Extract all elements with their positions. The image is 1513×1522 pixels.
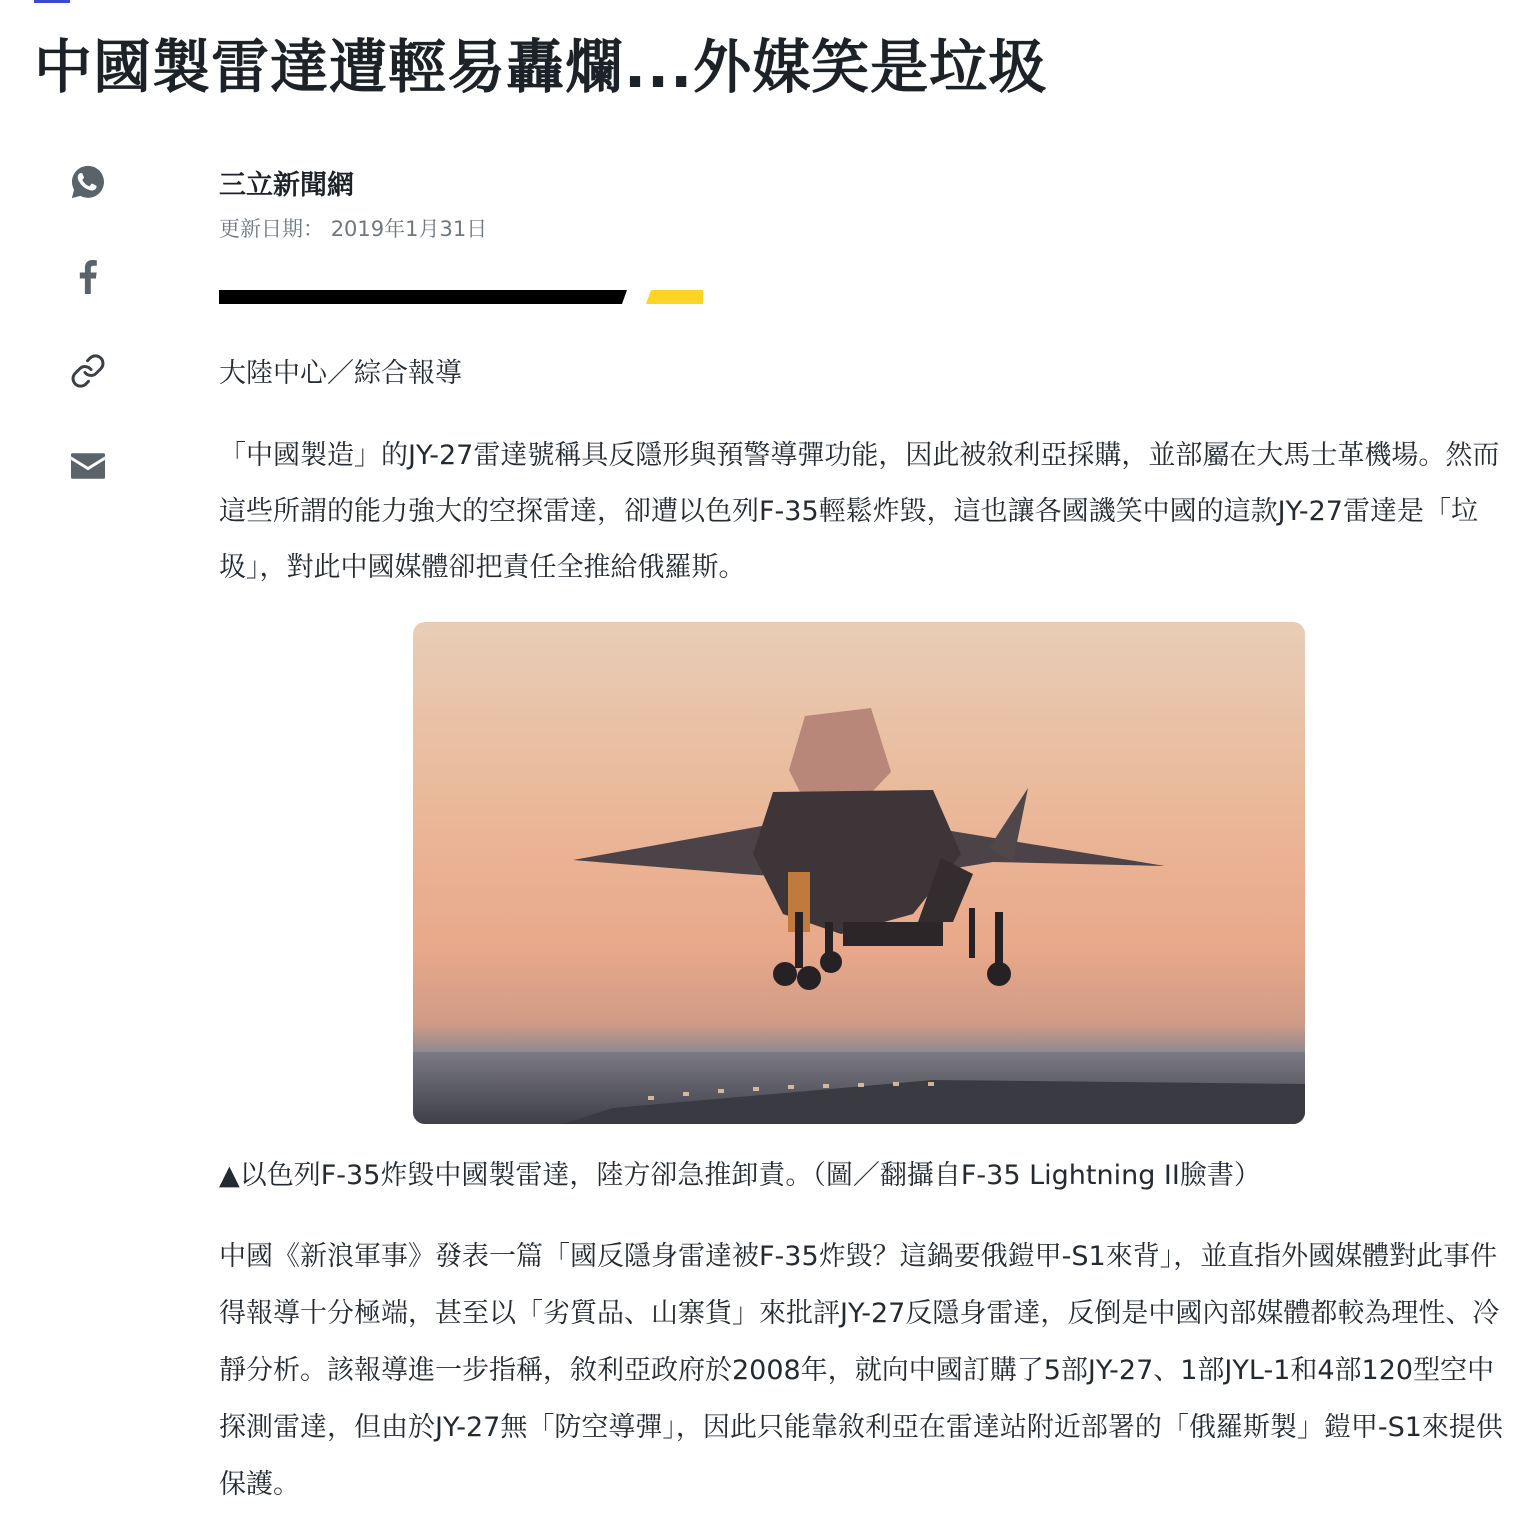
share-facebook-button[interactable] (66, 255, 110, 299)
paragraph-2: 中國《新浪軍事》發表一篇「國反隱身雷達被F-35炸毀？這鍋要俄鎧甲-S1來背」，並直指外國媒體對此事件得報導十分極端，甚至以「劣質品、山寨貨」來批評JY-27反隱身雷達，反倒是中國內部媒體都較為理性、冷靜分析。該報導進一步指稱，敘利亞政府於2008年，就向中國訂購了5部JY-27、1部JYL-1和4部120型空中探測雷達，但由於JY-27無「防空導彈」，因此只能靠敘利亞在雷達站附近部署的「俄羅斯製」鎧甲-S1來提供保護。 (219, 1241, 1503, 1500)
updated-date: 2019年1月31日 (330, 217, 488, 241)
whatsapp-icon (69, 163, 107, 201)
facebook-icon (77, 260, 99, 294)
article-title: 中國製雷達遭輕易轟爛...外媒笑是垃圾 (34, 33, 1048, 101)
updated-date-line (219, 214, 487, 244)
provider-divider (219, 290, 703, 304)
mail-icon (71, 453, 105, 479)
paragraph-1: 「中國製造」的JY-27雷達號稱具反隱形與預警導彈功能，因此被敘利亞採購，並部屬在大馬士革機場。然而這些所謂的能力強大的空探雷達，卻遭以色列F-35輕鬆炸毀，這也讓各國譏笑中國的這款JY-27雷達是「垃圾」，對此中國媒體卻把責任全推給俄羅斯。 (219, 440, 1500, 583)
link-icon (70, 353, 106, 389)
byline: 大陸中心／綜合報導 (219, 358, 462, 389)
article-meta (219, 166, 487, 244)
share-email-button[interactable] (66, 444, 110, 488)
article-body-bottom (219, 1228, 1509, 1513)
share-whatsapp-button[interactable] (66, 160, 110, 204)
provider-name: 三立新聞網 (219, 170, 354, 201)
article-body-top (219, 346, 1504, 596)
f35-photo (413, 622, 1305, 1124)
updated-label: 更新日期： (219, 217, 324, 241)
article-image (413, 622, 1305, 1124)
image-caption: ▲以色列F-35炸毀中國製雷達，陸方卻急推卸責。（圖／翻攝自F-35 Lightning II臉書） (219, 1160, 1261, 1191)
copy-link-button[interactable] (66, 349, 110, 393)
top-accent-bar (34, 0, 70, 3)
